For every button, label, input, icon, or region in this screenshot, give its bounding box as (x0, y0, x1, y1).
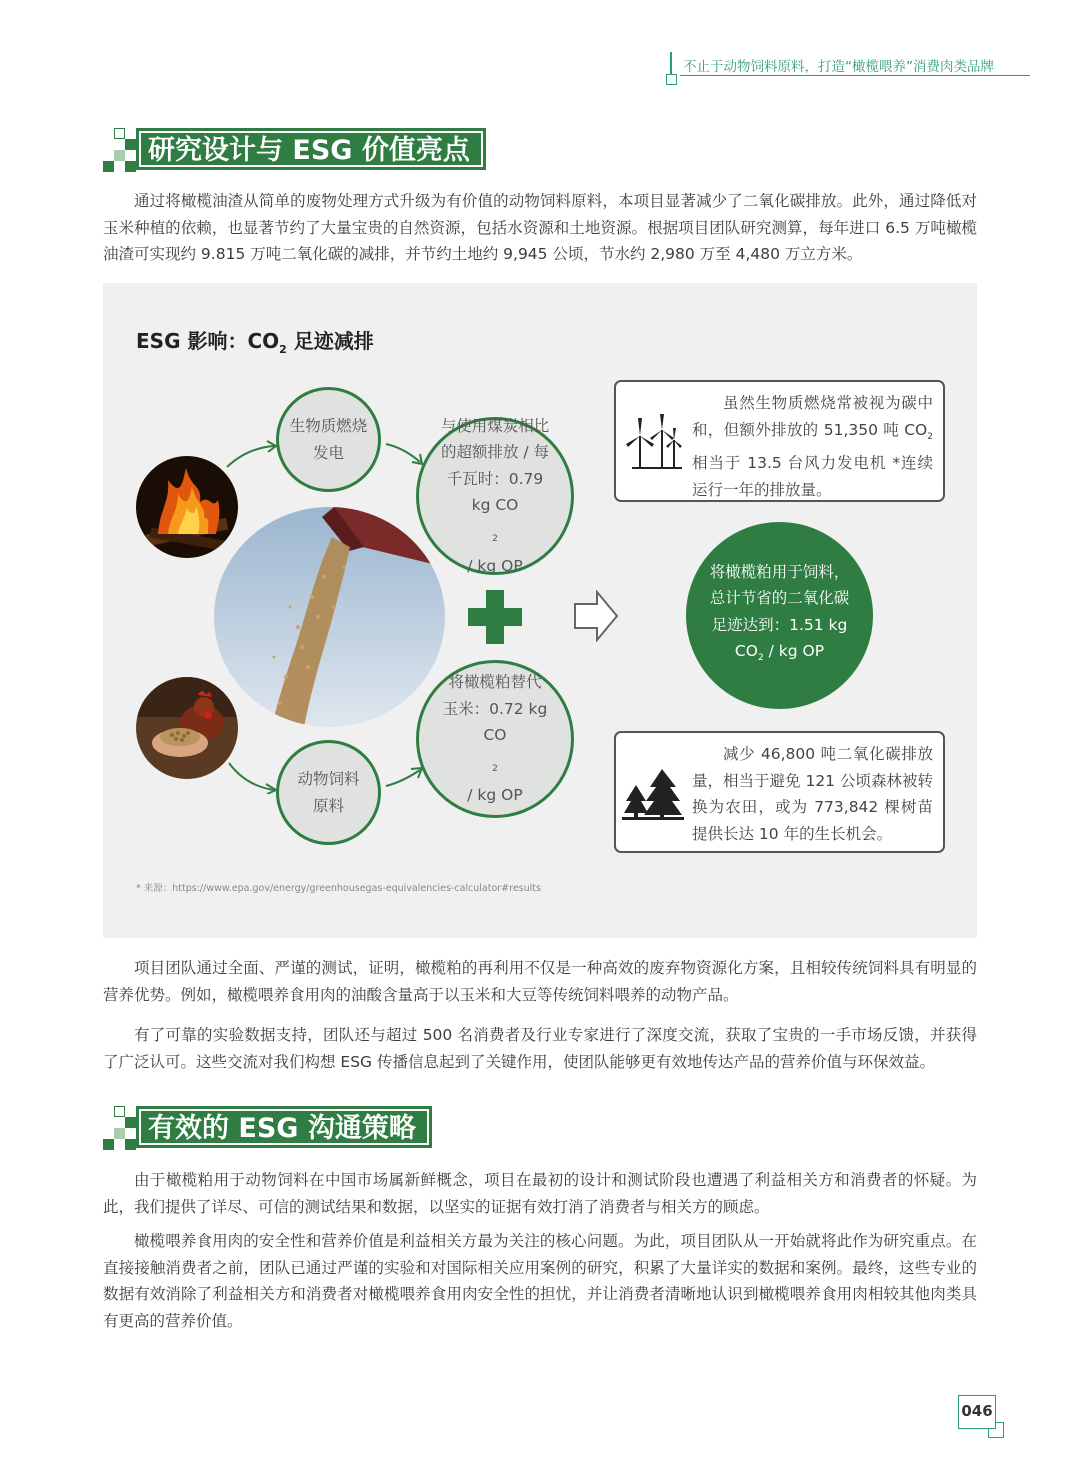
intro-paragraph: 通过将橄榄油渣从简单的废物处理方式升级为有价值的动物饲料原料，本项目显著减少了二氧化碳排放。此外，通过降低对玉米种植的依赖，也显著节约了大量宝贵的自然资源，包括水资源和土地资源。根据项目团队研究测算，每年进口 6.5 万吨橄榄油渣可实现约 9.815 万吨二氧化碳的减排，并节约土地约 9,945 公顷，节水约 2,980 万至 4,480 万立方米。 (103, 192, 977, 263)
heading-pixel-ornament (114, 1128, 125, 1139)
biomass-burning-circle: 生物质燃烧 发电 (276, 387, 381, 492)
heading-pixel-ornament (125, 139, 136, 150)
arrow-icon (226, 760, 282, 794)
page-number: 046 (958, 1395, 996, 1429)
section-heading-esg-value (103, 128, 483, 172)
fire-photo (136, 456, 238, 558)
body-paragraph: 有了可靠的实验数据支持，团队还与超过 500 名消费者及行业专家进行了深度交流，获取了宝贵的一手市场反馈，并获得了广泛认可。这些交流对我们构想 ESG 传播信息起到了关键作用，使团队能够更有效地传达产品的营养价值与环保效益。 (103, 1026, 977, 1071)
heading-pixel-ornament (103, 161, 114, 172)
header-square-ornament (666, 74, 677, 85)
plus-icon (468, 590, 522, 644)
heading-pixel-ornament (103, 1139, 114, 1150)
heading-pixel-ornament (114, 1106, 125, 1117)
infographic-title: ESG 影响：$CO_2$ 足迹减排 (136, 329, 374, 356)
header-rule-vertical (670, 52, 672, 74)
body-paragraph: 橄榄喂养食用肉的安全性和营养价值是利益相关方最为关注的核心问题。为此，项目团队从一开始就将此作为研究重点。在直接接触消费者之前，团队已通过严谨的实验和对国际相关应用案例的研究，积累了大量详实的数据和案例。最终，这些专业的数据有效消除了利益相关方和消费者对橄榄喂养食用肉安全性的担忧，并让消费者清晰地认识到橄榄喂养食用肉相较其他肉类具有更高的营养价值。 (103, 1232, 977, 1330)
arrow-right-icon (573, 590, 619, 642)
heading-pixel-ornament (114, 150, 125, 161)
section-title: 有效的 ESG 沟通策略 (136, 1106, 432, 1148)
running-title: 不止于动物饲料原料，打造“橄榄喂养”消费肉类品牌 (683, 59, 994, 75)
wind-turbine-info-text: 虽然生物质燃烧常被视为碳中和，但额外排放的 51,350 吨 $CO_2$ 相当于 13.5 台风力发电机 *连续运行一年的排放量。 (692, 394, 933, 499)
chicken-feed-photo (136, 677, 238, 779)
corn-replacement-circle: 将橄榄粕替代 玉米：0.72 kg CO $_2$ / kg OP (416, 660, 574, 818)
wind-turbine-info-box (614, 380, 945, 502)
coal-comparison-circle: 与使用煤炭相比 的超额排放 / 每 千瓦时：0.79 kg CO $_2$ / kg OP (416, 417, 574, 575)
source-note: * 来源：https://www.epa.gov/energy/greenhousegas-equivalencies-calculator#results (136, 883, 541, 894)
body-paragraph: 项目团队通过全面、严谨的测试，证明，橄榄粕的再利用不仅是一种高效的废弃物资源化方案，且相较传统饲料具有明显的营养优势。例如，橄榄喂养食用肉的油酸含量高于以玉米和大豆等传统饲料喂养的动物产品。 (103, 959, 977, 1004)
section-heading-communication (103, 1106, 433, 1150)
heading-pixel-ornament (125, 161, 136, 172)
arrow-icon (222, 440, 282, 470)
animal-feed-circle: 动物饲料 原料 (276, 740, 381, 845)
heading-pixel-ornament (114, 128, 125, 139)
body-paragraph: 由于橄榄粕用于动物饲料在中国市场属新鲜概念，项目在最初的设计和测试阶段也遭遇了利益相关方和消费者的怀疑。为此，我们提供了详尽、可信的测试结果和数据，以坚实的证据有效打消了消费者与相关方的顾虑。 (103, 1171, 977, 1216)
heading-pixel-ornament (125, 1117, 136, 1128)
total-savings-circle: 将橄榄粕用于饲料， 总计节省的二氧化碳 足迹达到：1.51 kg $CO_2$ / kg OP (686, 522, 873, 709)
section-title: 研究设计与 ESG 价值亮点 (136, 128, 486, 170)
forest-info-box (614, 731, 945, 853)
grain-pouring-photo (214, 507, 445, 727)
heading-pixel-ornament (125, 1139, 136, 1150)
wind-turbine-icon (624, 412, 682, 470)
header-rule (680, 75, 1030, 76)
forest-icon (622, 765, 684, 821)
forest-info-text: 减少 46,800 吨二氧化碳排放量，相当于避免 121 公顷森林被转换为农田，或为 773,842 棵树苗提供长达 10 年的生长机会。 (692, 745, 933, 843)
